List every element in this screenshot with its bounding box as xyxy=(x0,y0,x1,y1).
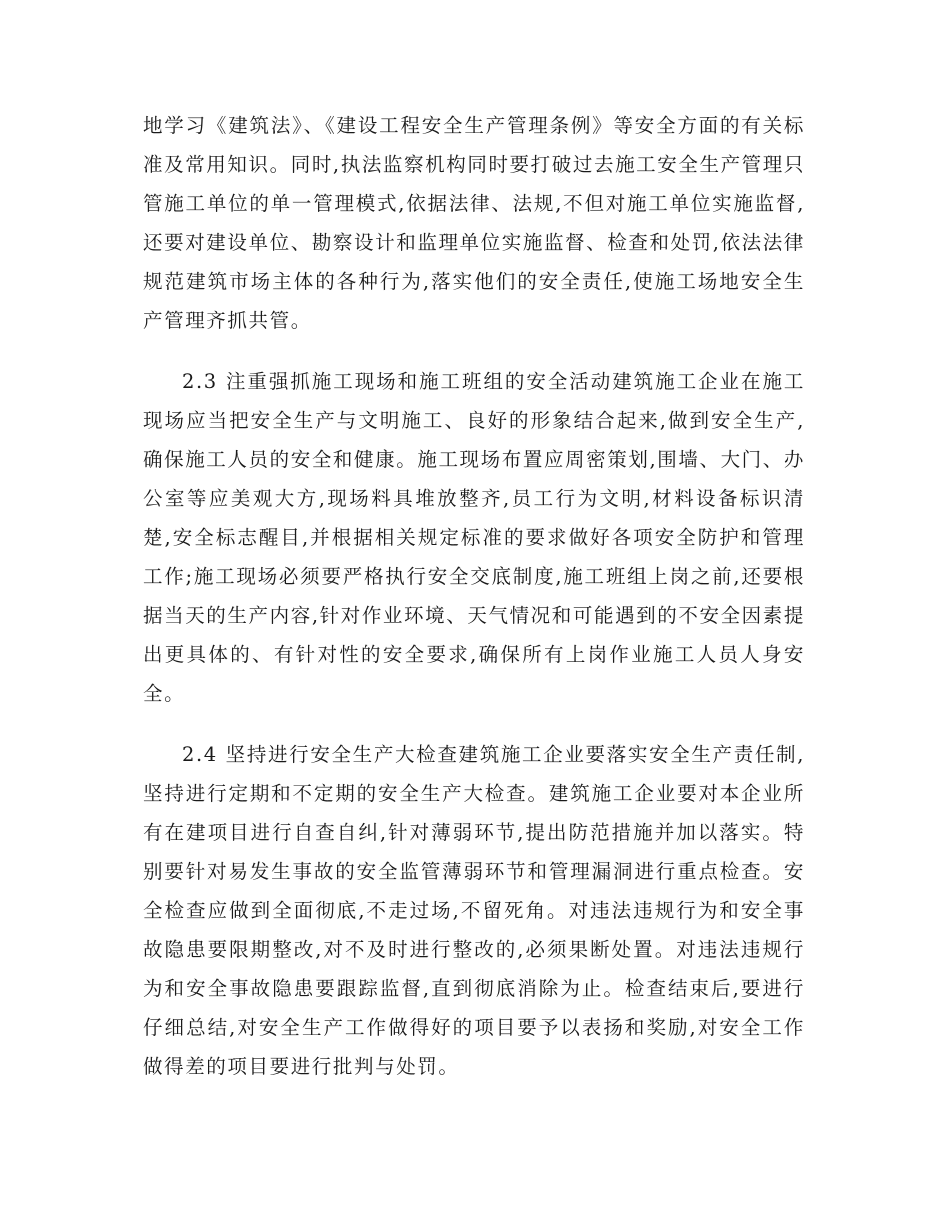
paragraph-section-2-3: 2.3 注重强抓施工现场和施工班组的安全活动建筑施工企业在施工现场应当把安全生产与文明施工、良好的形象结合起来,做到安全生产,确保施工人员的安全和健康。施工现场布置应周密策划,围墙、大门、办公室等应美观大方,现场料具堆放整齐,员工行为文明,材料设备标识清楚,安全标志醒目,并根据相关规定标准的要求做好各项安全防护和管理工作;施工现场必须要严格执行安全交底制度,施工班组上岗之前,还要根据当天的生产内容,针对作业环境、天气情况和可能遇到的不安全因素提出更具体的、有针对性的安全要求,确保所有上岗作业施工人员人身安全。 xyxy=(143,370,805,705)
paragraph-section-2-4: 2.4 坚持进行安全生产大检查建筑施工企业要落实安全生产责任制,坚持进行定期和不定期的安全生产大检查。建筑施工企业要对本企业所有在建项目进行自查自纠,针对薄弱环节,提出防范措施并加以落实。特别要针对易发生事故的安全监管薄弱环节和管理漏洞进行重点检查。安全检查应做到全面彻底,不走过场,不留死角。对违法违规行为和安全事故隐患要限期整改,对不及时进行整改的,必须果断处置。对违法违规行为和安全事故隐患要跟踪监督,直到彻底消除为止。检查结束后,要进行仔细总结,对安全生产工作做得好的项目要予以表扬和奖励,对安全工作做得差的项目要进行批判与处罚。 xyxy=(143,743,805,1078)
paragraph-continuation: 地学习《建筑法》、《建设工程安全生产管理条例》等安全方面的有关标准及常用知识。同时,执法监察机构同时要打破过去施工安全生产管理只管施工单位的单一管理模式,依据法律、法规,不但对施工单位实施监督,还要对建设单位、勘察设计和监理单位实施监督、检查和处罚,依法法律规范建筑市场主体的各种行为,落实他们的安全责任,使施工场地安全生产管理齐抓共管。 xyxy=(143,114,805,332)
document-body xyxy=(143,106,805,1086)
